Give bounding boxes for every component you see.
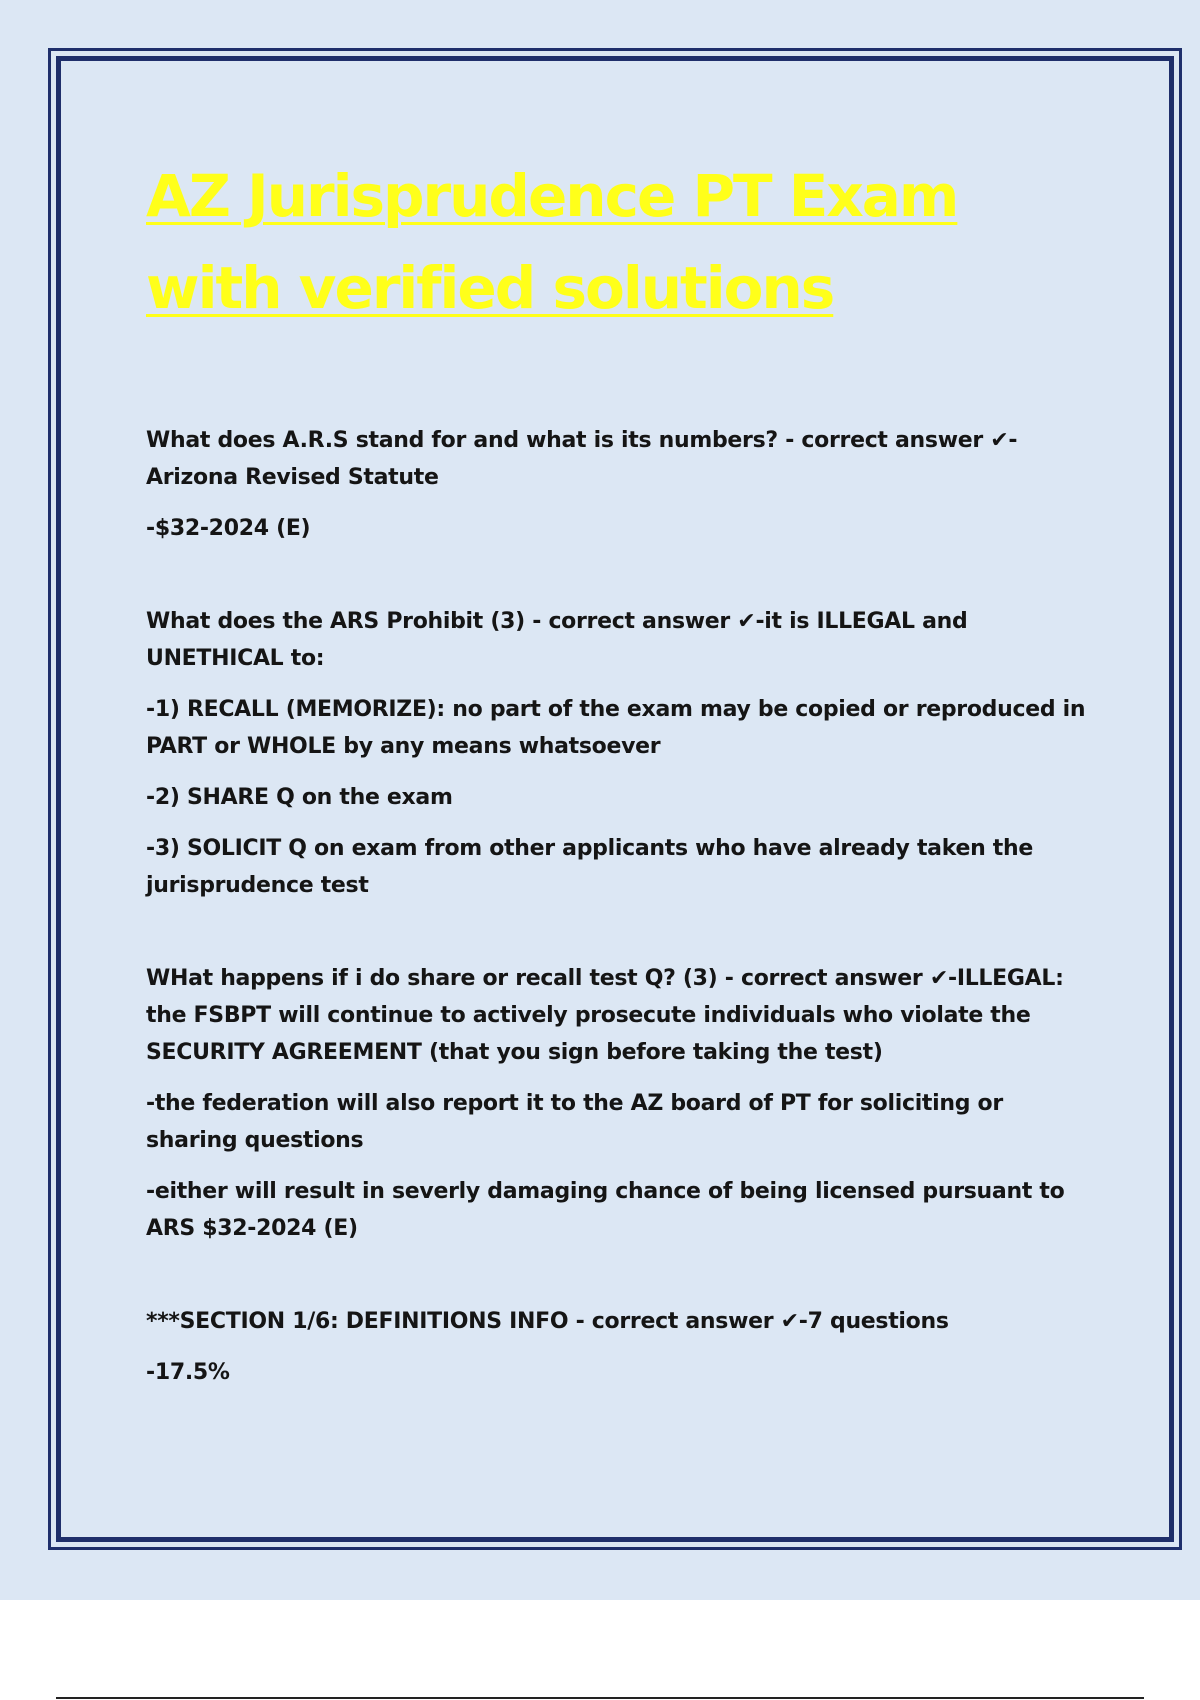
answer-point: -17.5% (146, 1360, 230, 1385)
checkmark-icon: ✔ (929, 966, 948, 991)
answer-point: -1) RECALL (MEMORIZE): no part of the exam may be copied or reproduced in PART or WHOLE by any means whatsoever (146, 697, 1086, 759)
checkmark-icon: ✔ (737, 609, 756, 634)
answer-point: -either will result in severly damaging chance of being licensed pursuant to ARS $32-2024 (E) (146, 1179, 1065, 1241)
question-text (146, 1303, 1092, 1340)
question-label: WHat happens if i do share or recall test Q? (3) - correct answer (146, 966, 930, 991)
answer-text: -ILLEGAL: the FSBPT will continue to actively prosecute individuals who violate the SECURITY AGREEMENT (that you sign before taking the test) (146, 966, 1064, 1065)
answer-point: -3) SOLICIT Q on exam from other applicants who have already taken the jurisprudence test (146, 836, 1034, 898)
answer-point: -$32-2024 (E) (146, 516, 311, 541)
answer-point: -2) SHARE Q on the exam (146, 785, 453, 810)
footer-rule (56, 1697, 1144, 1699)
qa-item (146, 960, 1092, 1247)
qa-item (146, 1303, 1092, 1391)
qa-item (146, 603, 1092, 904)
checkmark-icon: ✔ (990, 428, 1009, 453)
question-text (146, 603, 1092, 677)
question-label: What does A.R.S stand for and what is its numbers? - correct answer (146, 428, 991, 453)
checkmark-icon: ✔ (780, 1309, 799, 1334)
answer-text: -Arizona Revised Statute (146, 428, 1018, 490)
answer-text: -7 questions (798, 1309, 949, 1334)
question-text (146, 422, 1092, 496)
document-title: AZ Jurisprudence PT Exam with verified solutions (146, 162, 958, 322)
answer-text: -it is ILLEGAL and UNETHICAL to: (146, 609, 968, 671)
document-body (146, 150, 1092, 1447)
question-label: ***SECTION 1/6: DEFINITIONS INFO - correct answer (146, 1309, 781, 1334)
qa-item (146, 422, 1092, 547)
answer-point: -the federation will also report it to the AZ board of PT for soliciting or sharing questions (146, 1091, 1003, 1153)
question-label: What does the ARS Prohibit (3) - correct answer (146, 609, 738, 634)
question-text (146, 960, 1092, 1071)
